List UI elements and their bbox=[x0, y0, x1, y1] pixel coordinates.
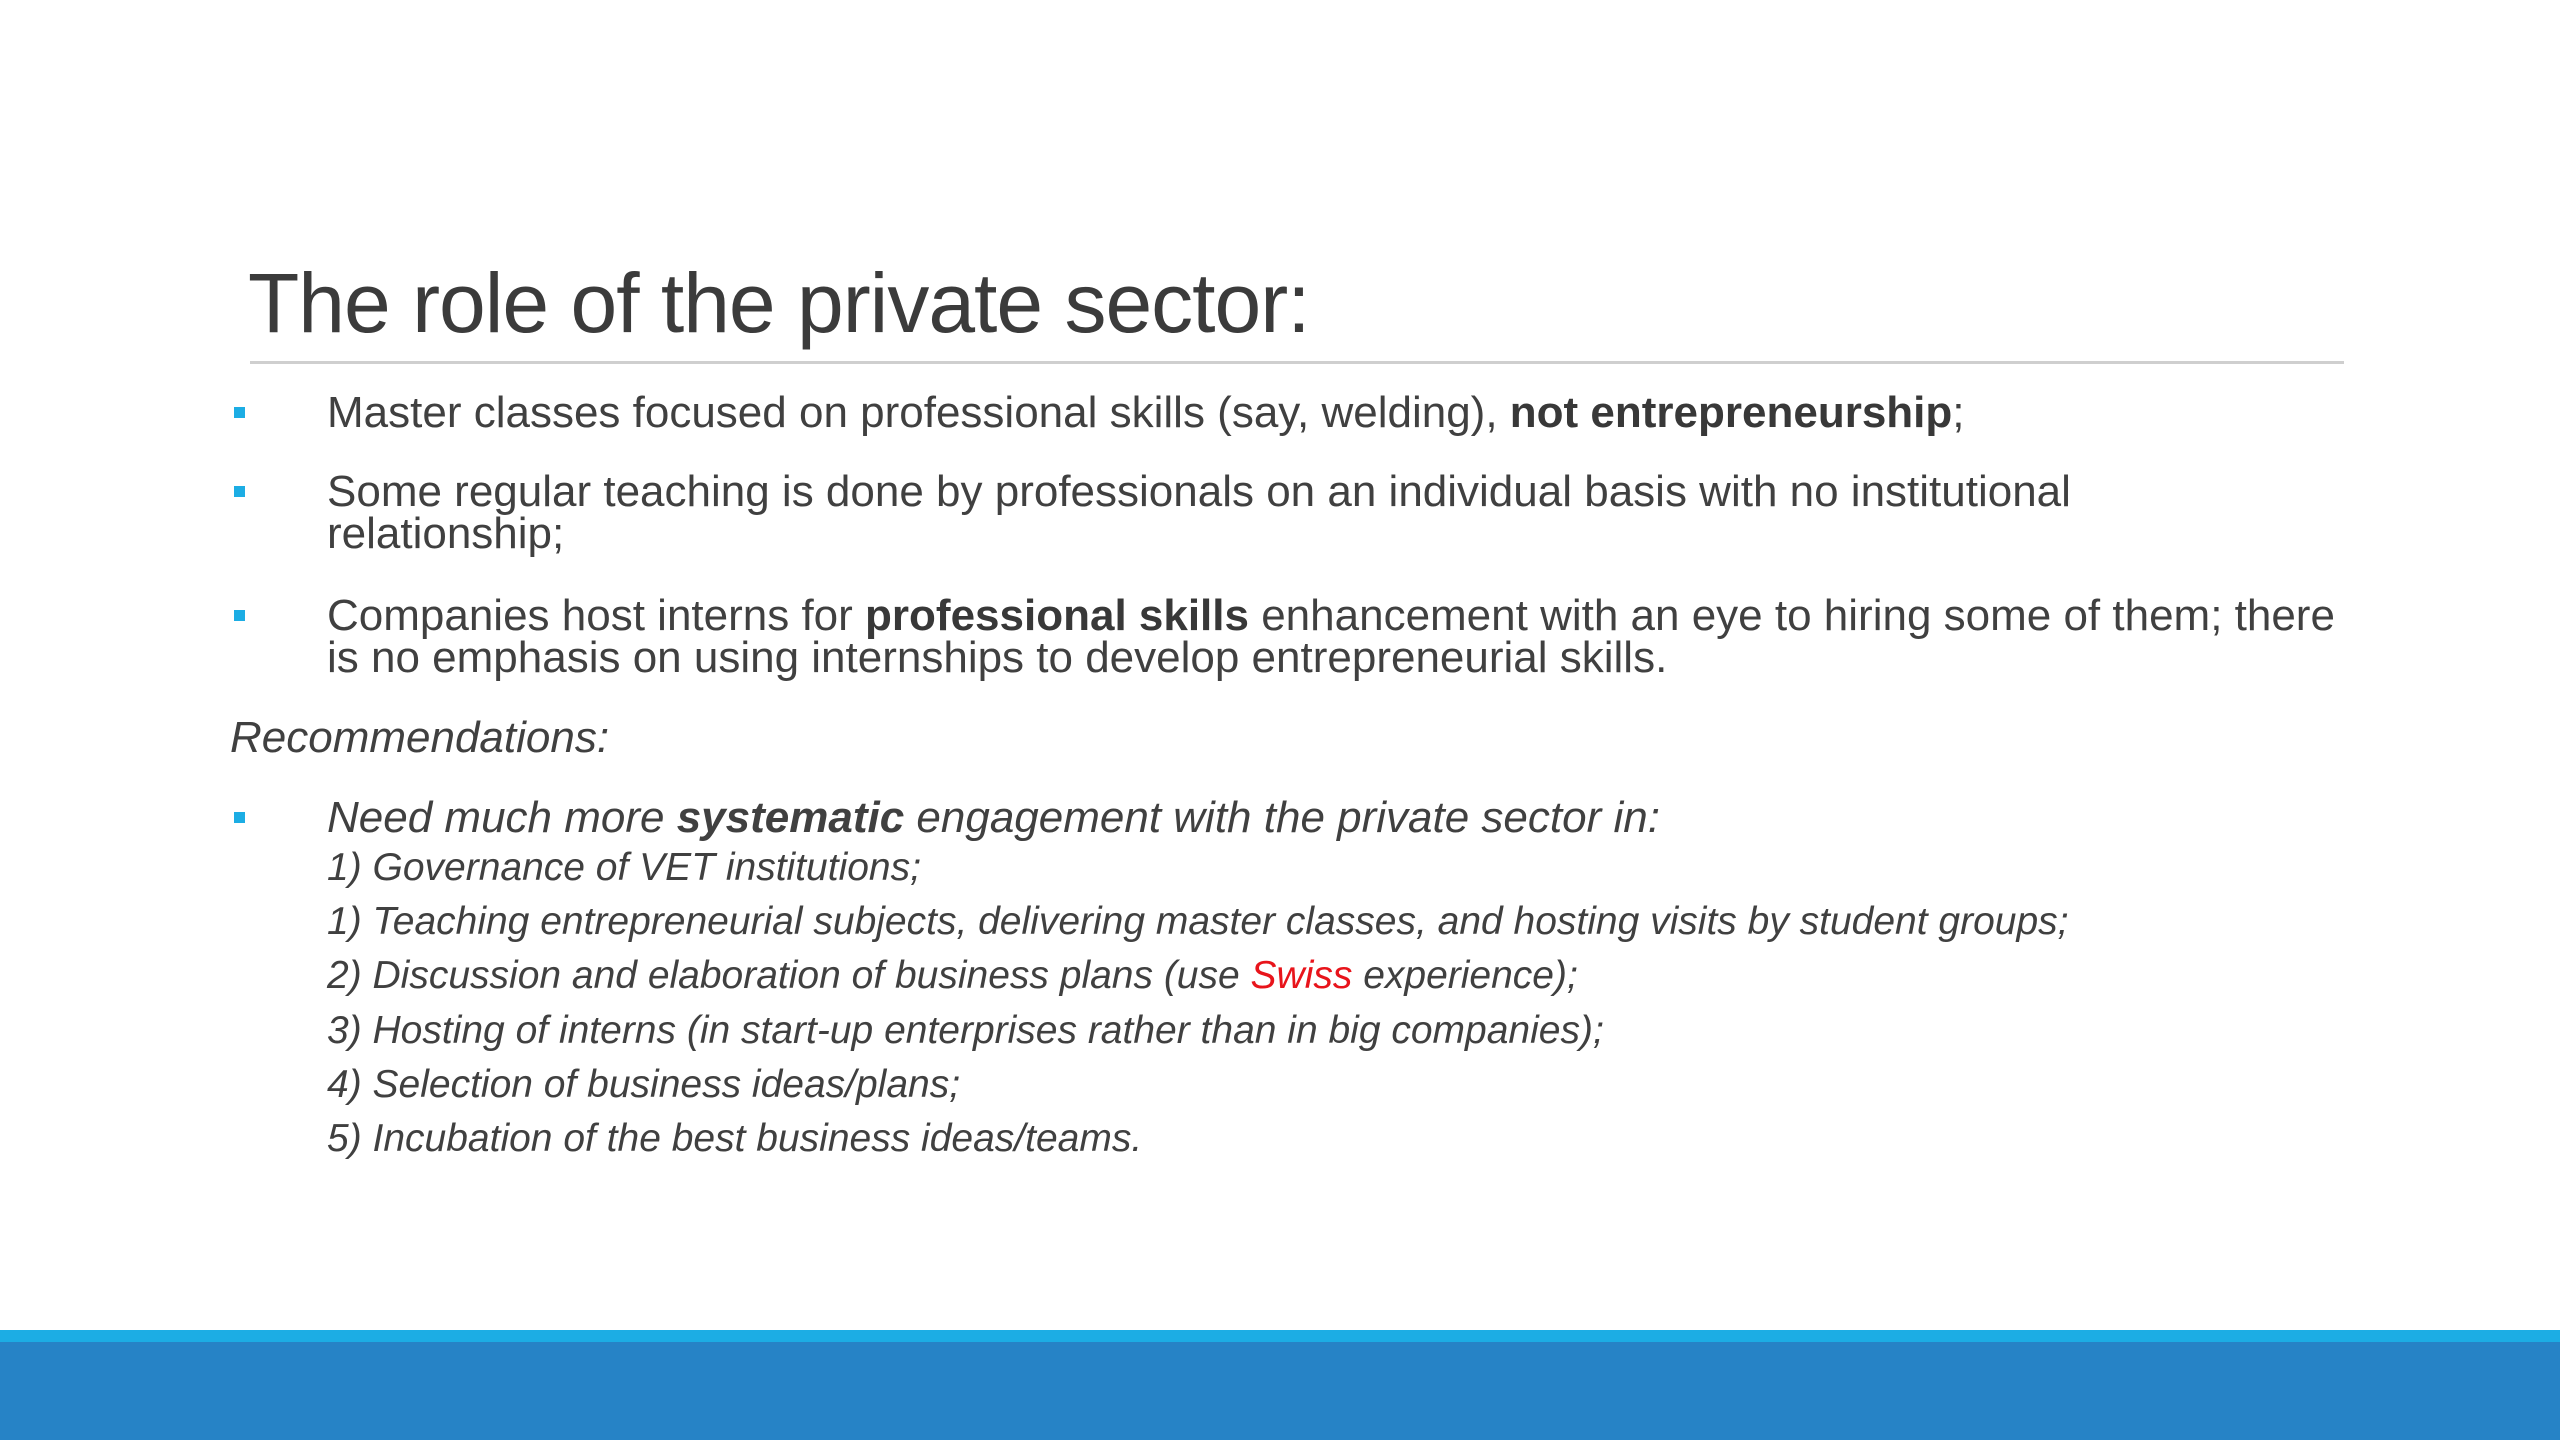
subitem-text-part: experience); bbox=[1352, 954, 1578, 998]
square-bullet-icon bbox=[234, 610, 245, 621]
square-bullet-icon bbox=[234, 486, 245, 497]
bullet-text bbox=[327, 467, 2287, 558]
recommendation-main-text bbox=[327, 790, 1660, 846]
subitem-text-part: 2) Discussion and elaboration of business plans (use bbox=[327, 954, 1251, 998]
recommendation-subitem: 1) Teaching entrepreneurial subjects, delivering master classes, and hosting visits by student groups; bbox=[327, 900, 2069, 944]
square-bullet-icon bbox=[234, 407, 245, 418]
recommendations-heading: Recommendations: bbox=[230, 713, 610, 762]
footer-band bbox=[0, 1342, 2560, 1440]
recommendation-emphasis: systematic bbox=[676, 793, 905, 842]
swiss-highlight: Swiss bbox=[1250, 954, 1353, 998]
recommendation-subitem: 1) Governance of VET institutions; bbox=[327, 846, 921, 889]
bullet-text-part: Master classes focused on professional skills (say, welding), bbox=[327, 388, 1510, 437]
recommendation-subitem: 5) Incubation of the best business ideas/teams. bbox=[327, 1117, 1143, 1161]
recommendation-text-part: engagement with the private sector in: bbox=[904, 793, 1660, 842]
footer-accent-stripe bbox=[0, 1330, 2560, 1342]
bullet-emphasis: professional skills bbox=[865, 591, 1249, 640]
bullet-emphasis: not entrepreneurship bbox=[1509, 388, 1953, 437]
slide-title: The role of the private sector: bbox=[248, 256, 1310, 350]
bullet-text-part: Some regular teaching is done by professionals on an individual basis with no institutional relationship; bbox=[327, 467, 2071, 558]
bullet-text-part: enhancement with an eye to hiring some of them; there is no emphasis on using internships to develop entrepreneurial skills. bbox=[327, 591, 2335, 682]
recommendation-subitem: 4) Selection of business ideas/plans; bbox=[327, 1062, 961, 1106]
square-bullet-icon bbox=[234, 812, 245, 823]
bullet-text-part: Companies host interns for bbox=[327, 591, 866, 640]
recommendation-text-part: Need much more bbox=[327, 793, 677, 842]
recommendation-sublist bbox=[327, 841, 2069, 1166]
recommendation-subitem: 3) Hosting of interns (in start-up enterprises rather than in big companies); bbox=[327, 1008, 1604, 1052]
bullet-text bbox=[327, 591, 2347, 682]
title-divider bbox=[250, 361, 2344, 364]
bullet-text-part: ; bbox=[1952, 388, 1965, 437]
recommendation-subitem bbox=[327, 949, 2069, 1003]
bullet-text bbox=[327, 388, 2347, 437]
